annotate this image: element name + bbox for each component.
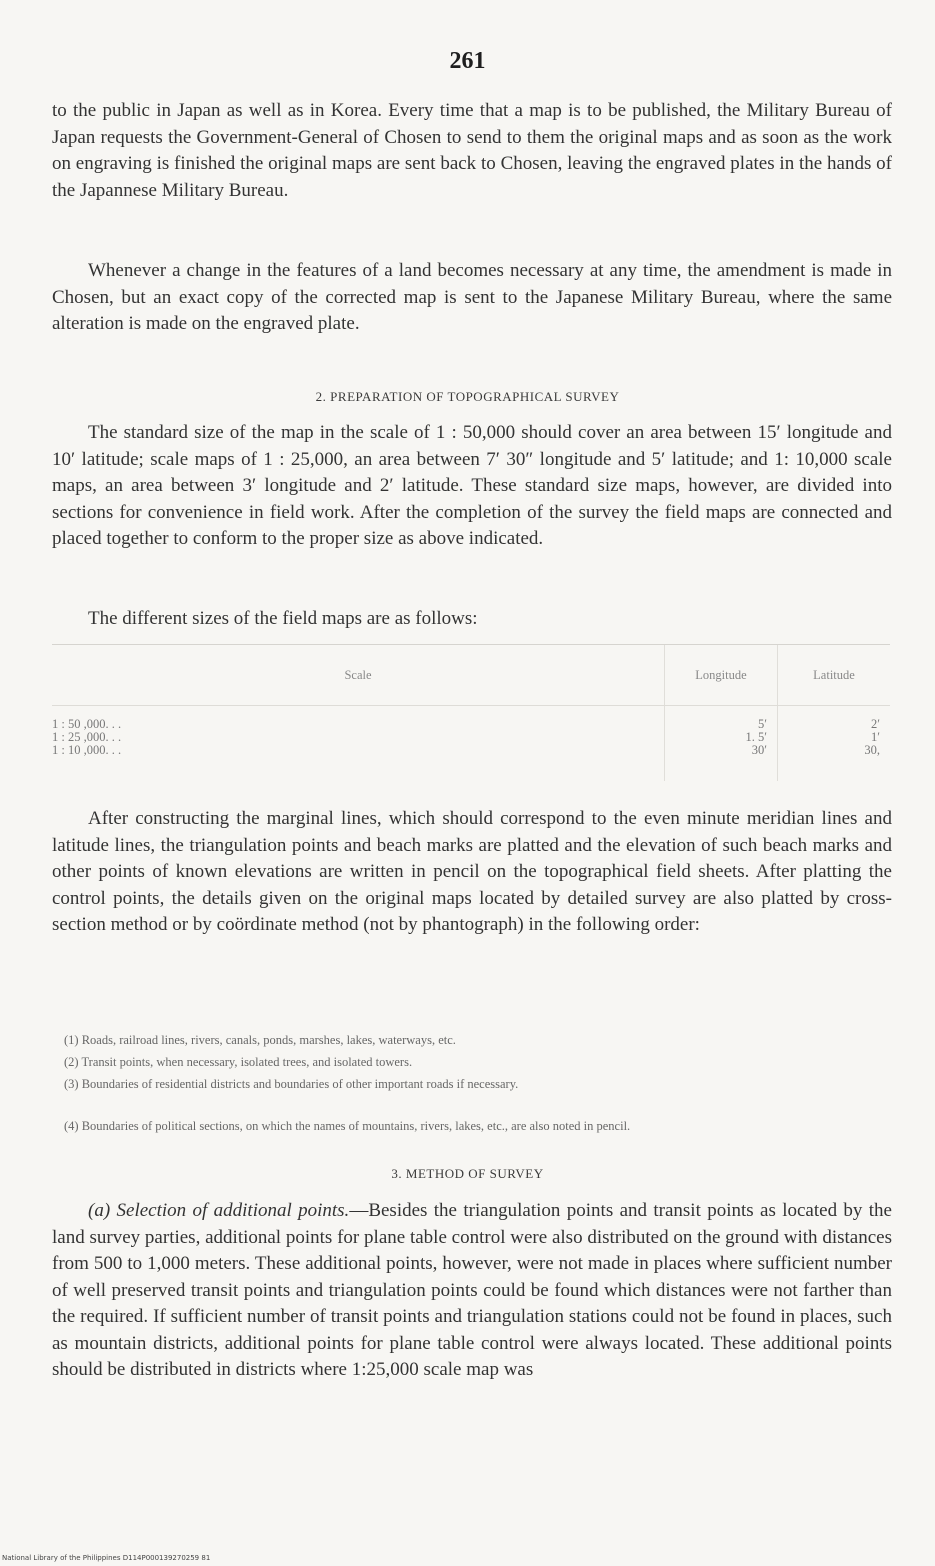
table-header-latitude: Latitude [778,645,891,706]
scale-value: 1 : 25 ,000. . . [52,730,122,744]
list-item [52,1053,894,1071]
list-item [52,1117,894,1135]
page-number: 261 [449,48,486,74]
paragraph-additional-points [52,1198,892,1384]
table-cell-scales [52,706,665,782]
list-item-text: (4) Boundaries of political sections, on which the names of mountains, rivers, lakes, etc., are also noted in pencil. [64,1119,631,1133]
paragraph-field-sizes-intro: The different sizes of the field maps are as follows: [88,608,478,629]
table-header-longitude: Longitude [665,645,778,706]
list-item [52,1075,894,1093]
section-heading-method: 3. METHOD OF SURVEY [391,1166,544,1181]
list-item-text: (2) Transit points, when necessary, isolated trees, and isolated towers. [64,1055,413,1069]
section-heading-preparation: 2. PREPARATION OF TOPOGRAPHICAL SURVEY [315,389,620,404]
latitude-value: 1′ [871,730,880,744]
longitude-value: 30′ [751,743,767,757]
paragraph-amendment: Whenever a change in the features of a land becomes necessary at any time, the amendment is made in Chosen, but an exact copy of the corrected map is sent to the Japanese Military Bureau, where the same alteration is made on the engraved plate. [52,260,892,334]
longitude-value: 5′ [758,717,767,731]
paragraph-standard-size: The standard size of the map in the scale of 1 : 50,000 should cover an area between 15′ longitude and 10′ latitude; scale maps of 1 : 25,000, an area between 7′ 30″ longitude and 5′ latitude; and 1: 10,000 scale maps, an area between 3′ longitude and 2′ latitude. These standard size maps, however, are divided into sections for convenience in field work. After the completion of the survey the field maps are connected and placed together to conform to the proper size as above indicated. [52,422,892,549]
latitude-value: 30, [864,743,880,757]
table-cell-latitudes [778,706,891,782]
table-header-row [52,645,890,706]
list-item-text: (3) Boundaries of residential districts and boundaries of other important roads if necessary. [64,1077,519,1091]
latitude-value: 2′ [871,717,880,731]
paragraph-marginal-lines: After constructing the marginal lines, which should correspond to the even minute meridian lines and latitude lines, the triangulation points and beach marks are platted and the elevation of such beach marks and other points of known elevations are written in pencil on the topographical field sheets. After platting the control points, the details given on the original maps located by detailed survey are also platted by cross-section method or by coördinate method (not by phantograph) in the following order: [52,808,892,935]
scan-footer-label: National Library of the Philippines D114P000139270259 81 [2,1554,211,1562]
table-header-scale: Scale [52,645,665,706]
scale-value: 1 : 10 ,000. . . [52,743,122,757]
paragraph-continued: to the public in Japan as well as in Korea. Every time that a map is to be published, the Military Bureau of Japan requests the Government-General of Chosen to send to them the original maps and as soon as the work on engraving is finished the original maps are sent back to Chosen, leaving the engraved plates in the hands of the Japannese Military Bureau. [52,100,892,201]
list-item [52,1031,894,1049]
subsection-title: (a) Selection of additional points. [88,1200,350,1221]
field-map-sizes-table [52,644,890,782]
scale-value: 1 : 50 ,000. . . [52,717,122,731]
subsection-text: —Besides the triangulation points and transit points as located by the land survey parties, additional points for plane table control were also distributed on the ground with distances from 500 to 1,000 meters. These additional points, however, were not made in places where sufficient number of well preserved transit points and triangulation points could be found which distances were not farther than the required. If sufficient number of transit points and triangulation stations could not be found in places, such as mountain districts, additional points for plane table control were always located. These additional points should be distributed in districts where 1:25,000 scale map was [52,1200,892,1380]
table-row [52,706,890,782]
longitude-value: 1. 5′ [745,730,767,744]
table-cell-longitudes [665,706,778,782]
list-item-text: (1) Roads, railroad lines, rivers, canals, ponds, marshes, lakes, waterways, etc. [64,1033,456,1047]
